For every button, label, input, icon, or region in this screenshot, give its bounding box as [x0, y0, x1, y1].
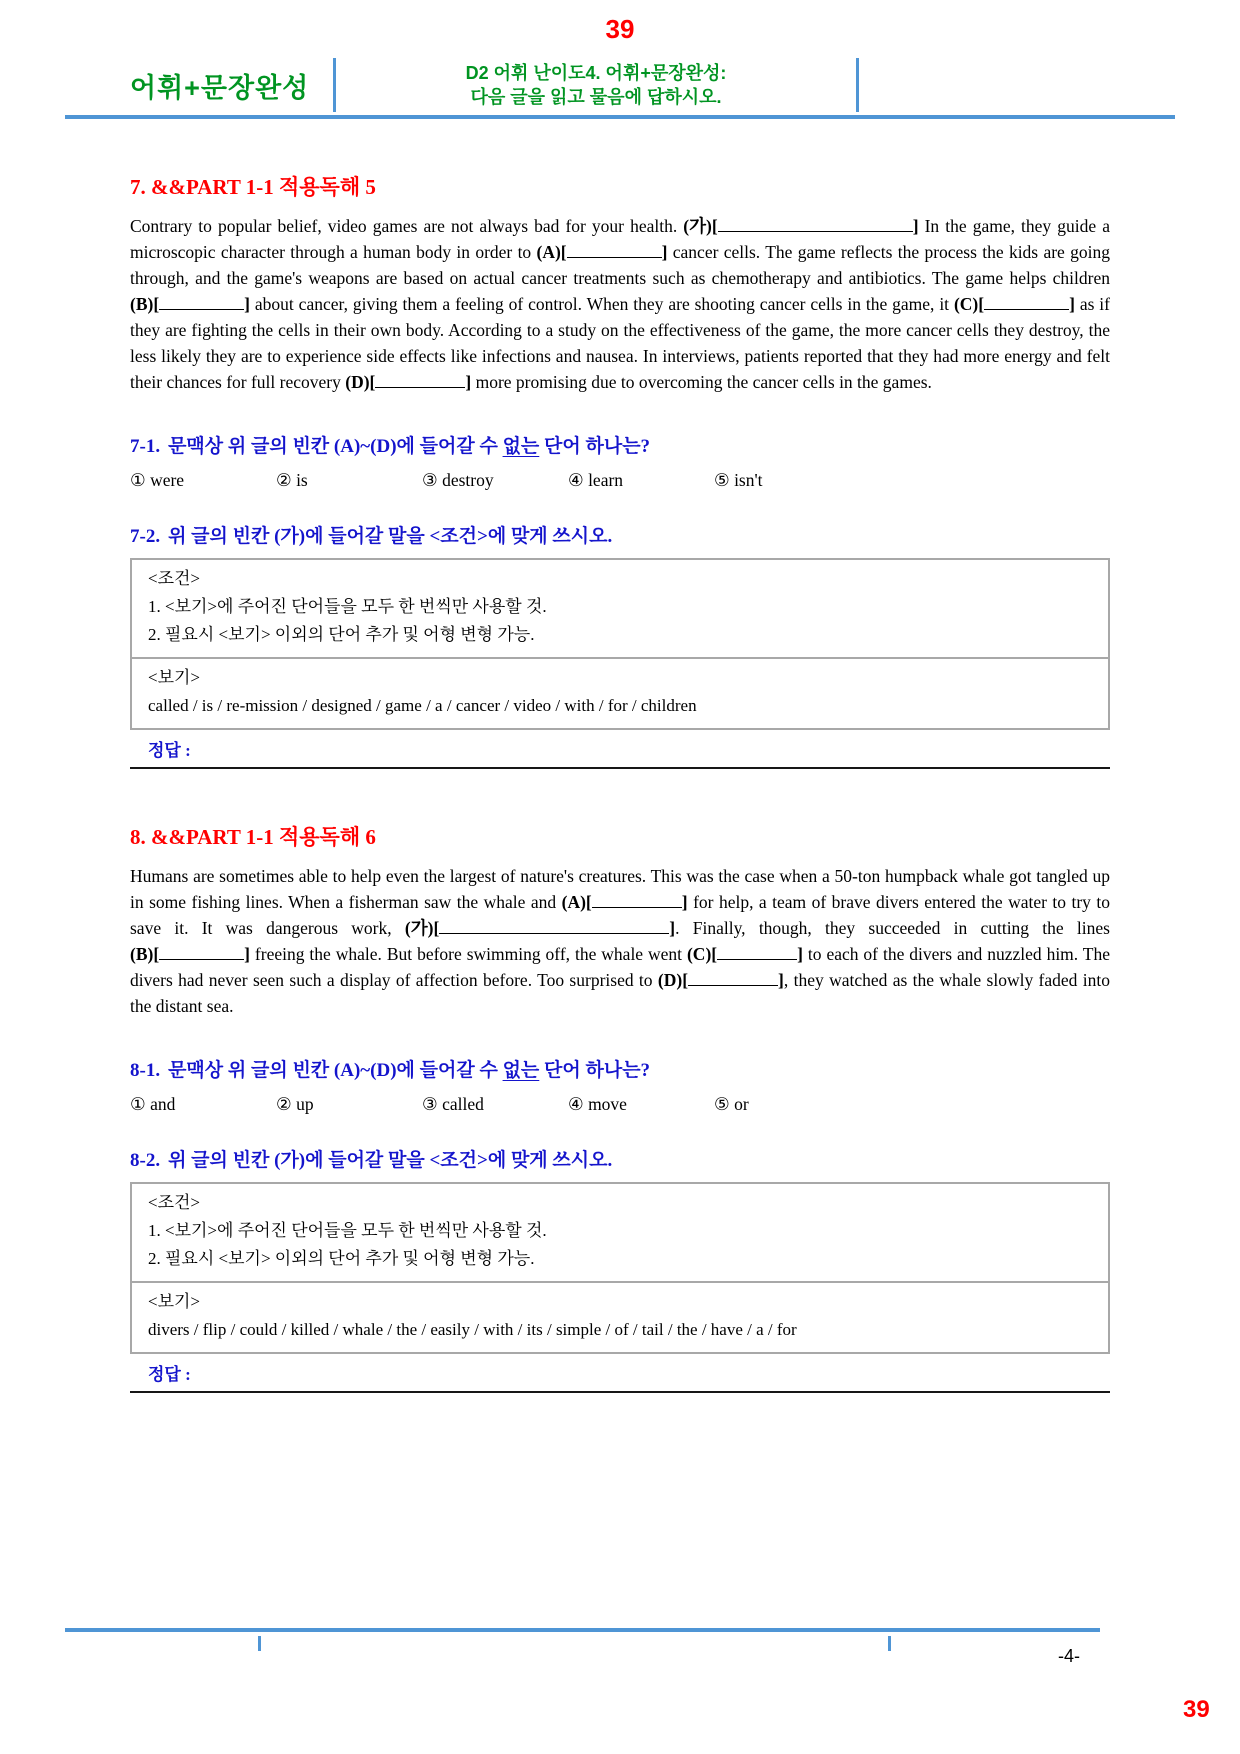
question-heading [130, 1055, 1110, 1082]
question-prompt: 위 글의 빈칸 (가)에 들어갈 말을 <조건>에 맞게 쓰시오. [168, 1150, 613, 1171]
header-course-title: 어휘+문장완성 [130, 72, 310, 103]
answer-label: 정답 : [148, 741, 191, 760]
passage-text: Contrary to popular belief, video games are not always bad for your health. (가)[ ] In the game, they guide a microscopic character through a human body in order to (A)[ ] cancer cells. The game reflects the process the kids are going through, and the game's weapons are based on actual cancer treatments such as chemotherapy and antibiotics. The game helps children (B)[ ] about cancer, giving them a feeling of control. When they are shooting cancer cells in the game, it (C)[ ] as if they are fighting the cells in their own body. According to a study on the effectiveness of the game, the more cancer cells they destroy, the less likely they are to experience side effects like infections and nausea. In interviews, patients reported that they had more energy and felt their chances for full recovery (D)[ ] more promising due to overcoming the cancer cells in the games. [130, 216, 1110, 392]
blank-label: (가)[ ] [683, 216, 919, 236]
condition-title: <조건> [148, 569, 201, 588]
example-title: <보기> [148, 668, 201, 687]
fill-in-blank [688, 972, 778, 986]
blank-label: (D)[ ] [345, 372, 472, 392]
option-item: ① were [130, 470, 185, 490]
header-instruction-line2: 다음 글을 읽고 물음에 답하시오. [470, 87, 722, 107]
page-number-top: 39 [605, 14, 635, 44]
blank-label: (C)[ ] [686, 944, 803, 964]
fill-in-blank [717, 946, 797, 960]
header-center [336, 58, 856, 112]
header-divider-bar [856, 58, 859, 112]
option-item: ④ move [568, 1094, 627, 1114]
footer-rule [65, 1628, 1100, 1632]
fill-in-blank [592, 894, 682, 908]
blank-label: (B)[ ] [130, 294, 250, 314]
blank-label: (C)[ ] [953, 294, 1075, 314]
example-words: called / is / re-mission / designed / game / a / cancer / video / with / for / children [148, 696, 697, 715]
section-title: 7. &&PART 1-1 적용독해 5 [130, 175, 376, 199]
answer-line [130, 1354, 1110, 1393]
condition-item: 1. <보기>에 주어진 단어들을 모두 한 번씩만 사용할 것. [148, 1221, 547, 1240]
fill-in-blank [159, 296, 244, 310]
page-content [0, 171, 1240, 1393]
option-item: ⑤ isn't [714, 470, 763, 490]
underlined-word: 없는 [502, 1060, 540, 1081]
option-item: ③ destroy [422, 470, 494, 490]
question-heading [130, 521, 1110, 548]
example-section [132, 1281, 1108, 1352]
conditions-box [130, 1182, 1110, 1354]
option-item: ⑤ or [714, 1094, 749, 1114]
condition-item: 2. 필요시 <보기> 이외의 단어 추가 및 어형 변형 가능. [148, 1249, 535, 1268]
section-title: 8. &&PART 1-1 적용독해 6 [130, 825, 376, 849]
condition-item: 2. 필요시 <보기> 이외의 단어 추가 및 어형 변형 가능. [148, 625, 535, 644]
page-header [0, 58, 1240, 112]
option-item: ② up [276, 1094, 314, 1114]
fill-in-blank [718, 218, 913, 232]
options-row [130, 470, 1110, 491]
fill-in-blank [375, 374, 465, 388]
condition-item: 1. <보기>에 주어진 단어들을 모두 한 번씩만 사용할 것. [148, 597, 547, 616]
question-number: 7-2. [130, 526, 161, 547]
passage-text: Humans are sometimes able to help even the largest of nature's creatures. This was the case when a 50-ton humpback whale got tangled up in some fishing lines. When a fisherman saw the whale and (A)[ ] for help, a team of brave divers entered the water to try to save it. It was dangerous work, (가)[ ]. Finally, though, they succeeded in cutting the lines (B)[ ] freeing the whale. But before swimming off, the whale went (C)[ ] to each of the divers and nuzzled him. The divers had never seen such a display of affection before. Too surprised to (D)[ ], they watched as the whale slowly faded into the distant sea. [130, 866, 1111, 1016]
option-item: ① and [130, 1094, 176, 1114]
question-heading [130, 431, 1110, 458]
question-number: 8-1. [130, 1060, 161, 1081]
header-left [130, 58, 333, 112]
blank-label: (A)[ ] [561, 892, 688, 912]
condition-section [132, 560, 1108, 657]
options-row [130, 1094, 1110, 1115]
question-prompt: 위 글의 빈칸 (가)에 들어갈 말을 <조건>에 맞게 쓰시오. [168, 526, 613, 547]
fill-in-blank [439, 920, 669, 934]
conditions-box [130, 558, 1110, 730]
fill-in-blank [567, 244, 662, 258]
blank-label: (D)[ ] [657, 970, 784, 990]
blank-label: (가)[ ] [404, 918, 676, 938]
question-number: 8-2. [130, 1150, 161, 1171]
option-item: ② is [276, 470, 308, 490]
condition-section [132, 1184, 1108, 1281]
question-number: 7-1. [130, 436, 161, 457]
example-section [132, 657, 1108, 728]
header-rule [65, 115, 1175, 119]
condition-title: <조건> [148, 1193, 201, 1212]
footer-tick [258, 1636, 261, 1651]
question-prompt: 문맥상 위 글의 빈칸 (A)~(D)에 들어갈 수 없는 단어 하나는? [168, 436, 651, 457]
option-item: ④ learn [568, 470, 624, 490]
underlined-word: 없는 [502, 436, 540, 457]
footer-tick [888, 1636, 891, 1651]
example-words: divers / flip / could / killed / whale / the / easily / with / its / simple / of / tail / the / have / a / for [148, 1320, 797, 1339]
page-number-bottom: 39 [1183, 1696, 1210, 1723]
question-heading [130, 1145, 1110, 1172]
blank-label: (A)[ ] [536, 242, 668, 262]
answer-label: 정답 : [148, 1365, 191, 1384]
fill-in-blank [984, 296, 1069, 310]
question-prompt: 문맥상 위 글의 빈칸 (A)~(D)에 들어갈 수 없는 단어 하나는? [168, 1060, 651, 1081]
fill-in-blank [159, 946, 244, 960]
option-item: ③ called [422, 1094, 484, 1114]
example-title: <보기> [148, 1292, 201, 1311]
answer-line [130, 730, 1110, 769]
blank-label: (B)[ ] [130, 944, 250, 964]
footer-page-label: -4- [1058, 1646, 1080, 1666]
header-instruction-line1: D2 어휘 난이도4. 어휘+문장완성: [465, 63, 727, 83]
